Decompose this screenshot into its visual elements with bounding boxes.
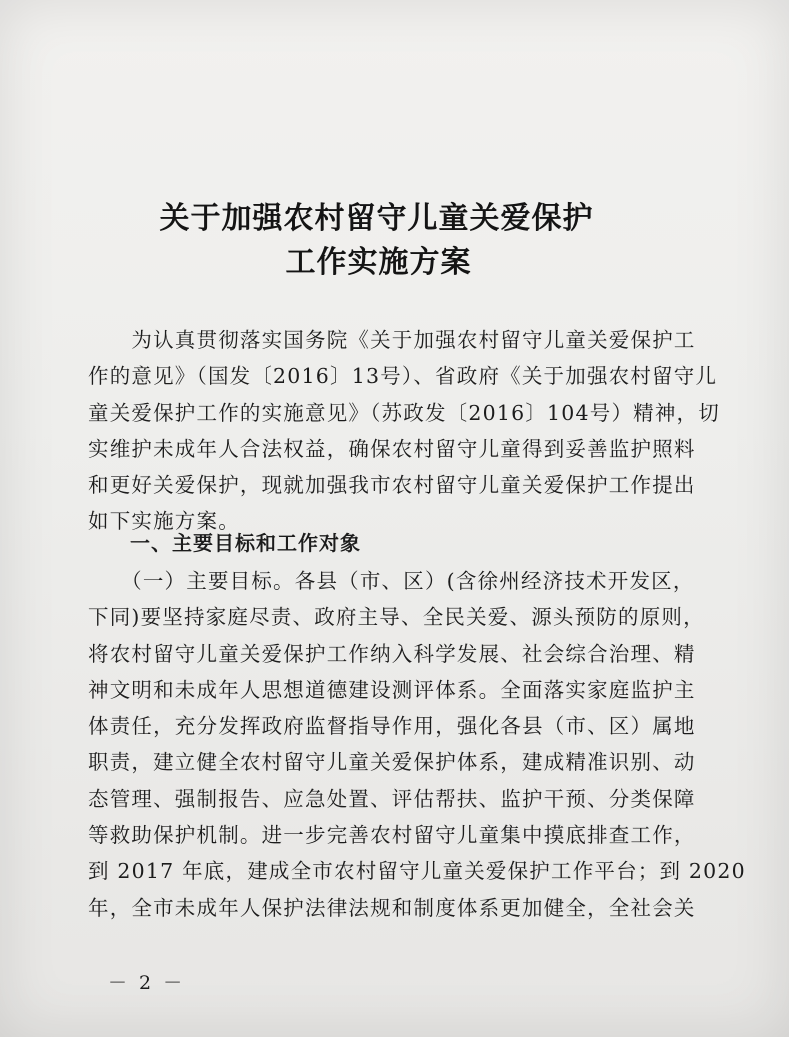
section1-line: 神文明和未成年人思想道德建设测评体系。全面落实家庭监护主 <box>88 677 696 702</box>
section1-line: 到 2017 年底，建成全市农村留守儿童关爱保护工作平台；到 2020 <box>88 859 746 884</box>
intro-line: 作的意见》（国发〔2016〕13号）、省政府《关于加强农村留守儿 <box>88 364 718 389</box>
section1-line: 将农村留守儿童关爱保护工作纳入科学发展、社会综合治理、精 <box>88 641 696 666</box>
section-heading: 一、主要目标和工作对象 <box>130 531 361 555</box>
intro-line: 实维护未成年人合法权益，确保农村留守儿童得到妥善监护照料 <box>88 436 696 461</box>
section1-line: 下同)要坚持家庭尽责、政府主导、全民关爱、源头预防的原则， <box>88 605 705 630</box>
section1-line: （一）主要目标。各县（市、区）(含徐州经济技术开发区， <box>88 569 695 593</box>
document-title-line-1: 关于加强农村留守儿童关爱保护 <box>159 201 594 236</box>
section1-line: 态管理、强制报告、应急处置、评估帮扶、监护干预、分类保障 <box>88 786 696 811</box>
document-title-line-2: 工作实施方案 <box>285 245 472 280</box>
section1-paragraph <box>88 563 746 926</box>
intro-paragraph <box>88 322 728 540</box>
section1-line: 职责，建立健全农村留守儿童关爱保护体系，建成精准识别、动 <box>88 750 696 775</box>
section1-line: 年，全市未成年人保护法律法规和制度体系更加健全，全社会关 <box>88 895 696 920</box>
intro-line: 为认真贯彻落实国务院《关于加强农村留守儿童关爱保护工 <box>88 328 696 352</box>
section1-line: 体责任，充分发挥政府监督指导作用，强化各县（市、区）属地 <box>88 714 696 739</box>
intro-line: 和更好关爱保护，现就加强我市农村留守儿童关爱保护工作提出 <box>88 473 696 498</box>
section1-line: 等救助保护机制。进一步完善农村留守儿童集中摸底排查工作， <box>88 823 696 848</box>
intro-line: 如下实施方案。 <box>88 509 240 534</box>
page-number: － 2 － <box>108 972 186 994</box>
intro-line: 童关爱保护工作的实施意见》（苏政发〔2016〕104号）精神，切 <box>88 400 720 425</box>
